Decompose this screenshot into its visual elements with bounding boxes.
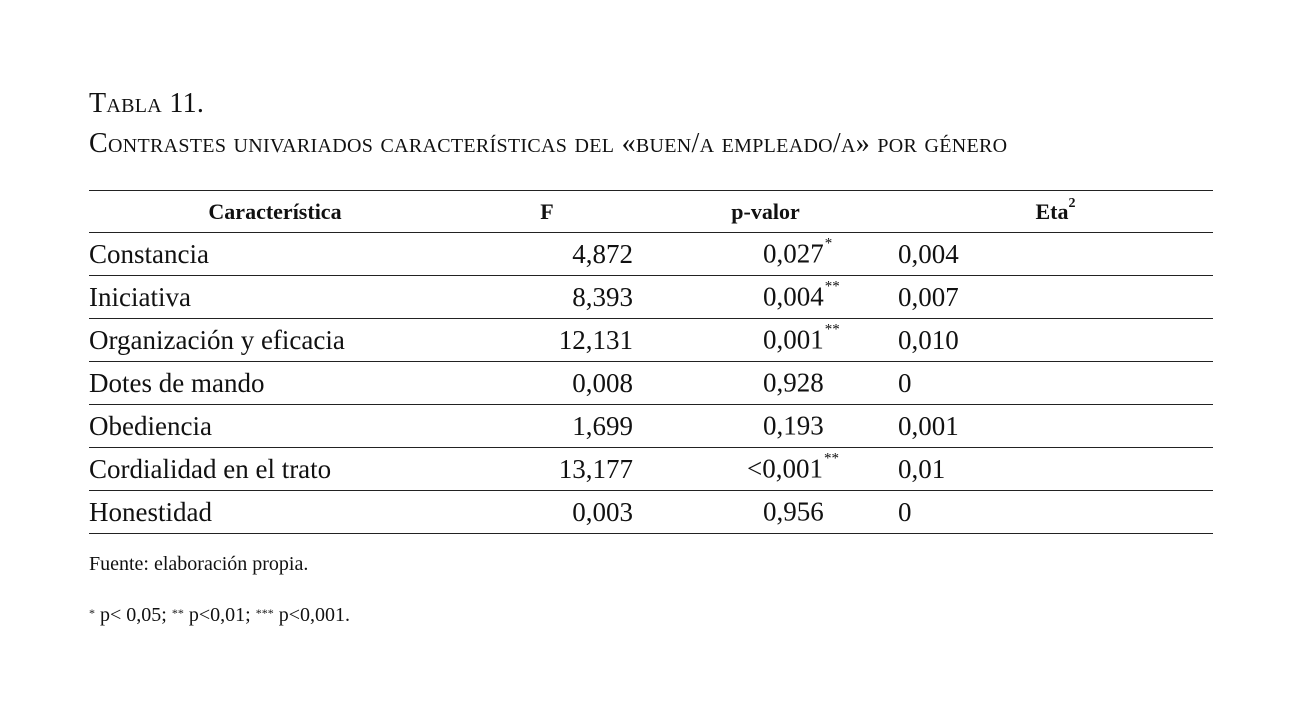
p-value-text: 0,928 [763,367,824,398]
p-value-text: <0,001 [747,453,823,484]
header-row [89,191,1213,233]
p-value-wrap [763,497,825,528]
header-characteristic: Característica [89,191,461,233]
cell-eta-squared: 0 [898,362,1213,405]
table-body [89,233,1213,534]
header-p-value: p-valor [633,191,898,233]
cell-eta-squared: 0,01 [898,448,1213,491]
table-row [89,405,1213,448]
significance-marker: ** [824,321,840,338]
cell-eta-squared: 0,004 [898,233,1213,276]
cell-characteristic: Organización y eficacia [89,319,461,362]
cell-f: 1,699 [461,405,633,448]
significance-marker: ** [823,450,839,467]
cell-characteristic: Obediencia [89,405,461,448]
results-table [89,190,1213,534]
table-row [89,319,1213,362]
cell-eta-squared: 0,001 [898,405,1213,448]
header-eta-sup: 2 [1068,195,1076,211]
p-value-wrap [763,411,825,442]
cell-p-value [633,448,898,491]
table-row [89,233,1213,276]
table-title: Contrastes univariados características del «buen/a empleado/a» por género [89,128,1008,159]
header-eta-squared [898,191,1213,233]
footnote-symbol-2: ** [171,606,184,620]
p-value-text: 0,193 [763,410,824,441]
header-f: F [461,191,633,233]
cell-p-value [633,362,898,405]
cell-characteristic: Honestidad [89,491,461,534]
footnote-symbol-3: *** [255,606,274,620]
significance-marker: * [824,235,833,252]
cell-p-value [633,319,898,362]
cell-p-value [633,276,898,319]
table-row [89,491,1213,534]
cell-f: 0,008 [461,362,633,405]
footnote-text-2: p<0,01; [183,604,256,626]
p-value-text: 0,004 [763,281,824,312]
p-value-wrap [763,278,840,313]
cell-eta-squared: 0,010 [898,319,1213,362]
cell-f: 0,003 [461,491,633,534]
p-value-text: 0,027 [763,238,824,269]
cell-characteristic: Constancia [89,233,461,276]
footnote-text-3: p<0,001. [273,604,350,626]
p-value-text: 0,956 [763,496,824,527]
cell-p-value [633,491,898,534]
cell-characteristic: Iniciativa [89,276,461,319]
cell-f: 13,177 [461,448,633,491]
table-row [89,276,1213,319]
p-value-wrap [763,235,833,270]
cell-eta-squared: 0,007 [898,276,1213,319]
cell-characteristic: Cordialidad en el trato [89,448,461,491]
cell-p-value [633,233,898,276]
table-caption [89,84,1219,164]
cell-f: 4,872 [461,233,633,276]
cell-f: 12,131 [461,319,633,362]
p-value-wrap [763,368,825,399]
footnote-text-1: p< 0,05; [95,604,172,626]
table-row [89,448,1213,491]
footnote-symbol-1: * [89,606,95,620]
p-value-wrap [763,321,840,356]
table-number: Tabla 11. [89,88,205,119]
cell-characteristic: Dotes de mando [89,362,461,405]
significance-footnote [89,601,350,629]
cell-p-value [633,405,898,448]
source-note: Fuente: elaboración propia. [89,553,309,575]
header-eta-base: Eta [1035,198,1069,224]
p-value-wrap [747,450,839,485]
table-row [89,362,1213,405]
cell-eta-squared: 0 [898,491,1213,534]
significance-marker: ** [824,278,840,295]
cell-f: 8,393 [461,276,633,319]
p-value-text: 0,001 [763,324,824,355]
